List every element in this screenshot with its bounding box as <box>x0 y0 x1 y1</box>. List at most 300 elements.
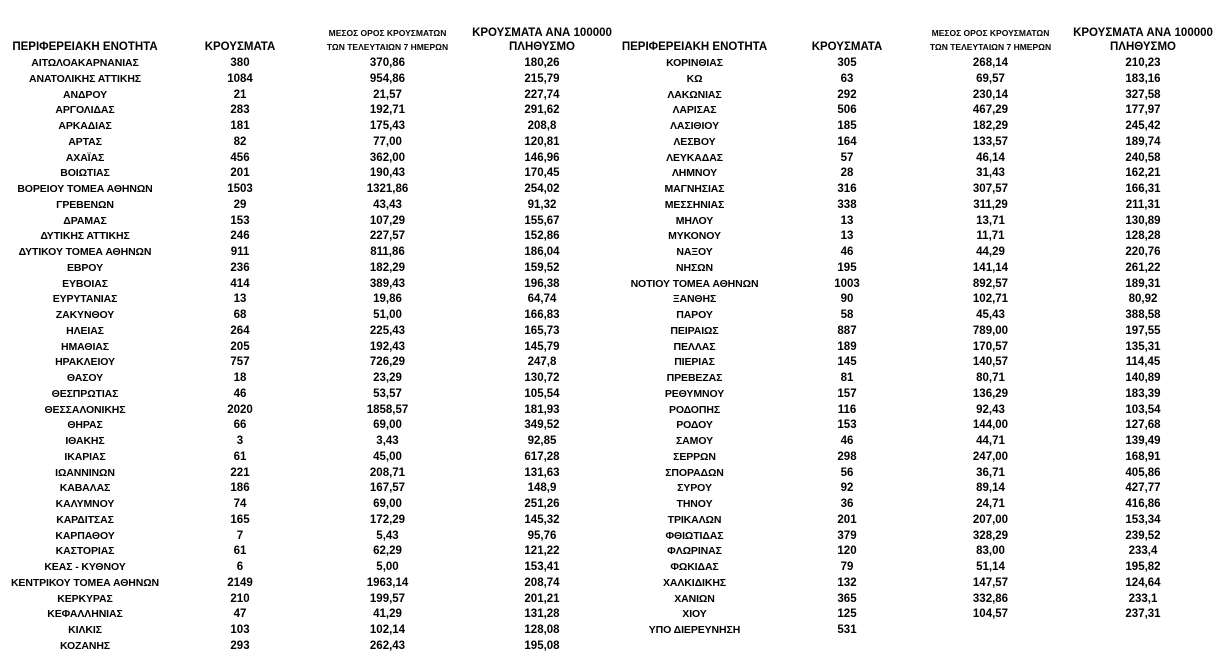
cases-cell: 116 <box>837 403 857 416</box>
per-100k-cell: 405,86 <box>1125 466 1161 479</box>
table-row <box>0 576 610 592</box>
cases-cell: 2020 <box>227 403 253 416</box>
region-name-cell: ΛΑΚΩΝΙΑΣ <box>667 88 722 101</box>
region-name-cell: ΑΡΚΑΔΙΑΣ <box>58 120 112 132</box>
table-row <box>0 371 610 387</box>
region-name-cell: ΛΕΣΒΟΥ <box>673 135 716 148</box>
avg-7day-cell: 69,00 <box>373 419 402 432</box>
per-100k-cell: 153,34 <box>1125 513 1161 526</box>
cases-cell: 221 <box>230 466 250 479</box>
region-name-cell: ΚΟΖΑΝΗΣ <box>59 639 111 652</box>
region-name-cell: ΚΑΒΑΛΑΣ <box>59 482 111 495</box>
per-100k-cell: 220,76 <box>1125 246 1161 258</box>
per-100k-cell: 120,81 <box>524 135 560 148</box>
table-row <box>0 229 610 245</box>
cases-cell: 236 <box>230 261 250 274</box>
region-name-cell: ΗΜΑΘΙΑΣ <box>61 340 109 353</box>
avg-7day-cell: 170,57 <box>972 340 1009 353</box>
per-100k-cell: 195,08 <box>524 639 560 652</box>
avg-7day-cell: 370,86 <box>369 57 406 69</box>
cases-cell: 2149 <box>227 576 253 589</box>
table-row <box>612 576 1222 592</box>
per-100k-cell: 261,22 <box>1125 261 1161 274</box>
region-name-cell: ΚΕΑΣ - ΚΥΘΝΟΥ <box>44 561 126 573</box>
per-100k-cell: 170,45 <box>524 167 560 180</box>
table-row <box>0 56 610 72</box>
avg-7day-cell: 182,29 <box>972 120 1009 132</box>
per-100k-cell: 131,63 <box>524 466 560 479</box>
region-name-cell: ΠΑΡΟΥ <box>676 309 713 321</box>
per-100k-cell: 91,32 <box>527 198 557 211</box>
cases-cell: 181 <box>230 120 250 132</box>
avg-7day-cell: 332,86 <box>972 592 1009 605</box>
avg-7day-cell: 92,43 <box>976 403 1005 416</box>
header-per-100k-line2: ΠΛΗΘΥΣΜΟ <box>508 41 575 53</box>
region-name-cell: ΙΚΑΡΙΑΣ <box>64 450 106 463</box>
per-100k-cell: 139,49 <box>1125 435 1161 447</box>
per-100k-cell: 211,31 <box>1125 198 1161 211</box>
per-100k-cell: 127,68 <box>1125 419 1161 432</box>
cases-cell: 153 <box>837 419 857 432</box>
region-name-cell: ΛΕΥΚΑΔΑΣ <box>666 151 723 164</box>
cases-cell: 157 <box>837 387 857 400</box>
avg-7day-cell: 262,43 <box>369 639 406 652</box>
cases-cell: 189 <box>837 340 857 353</box>
cases-cell: 185 <box>837 120 857 132</box>
table-row <box>612 434 1222 450</box>
cases-cell: 145 <box>837 356 857 369</box>
per-100k-cell: 427,77 <box>1125 482 1161 495</box>
table-row <box>0 387 610 403</box>
region-name-cell: ΑΙΤΩΛΟΑΚΑΡΝΑΝΙΑΣ <box>31 57 139 69</box>
avg-7day-cell: 41,29 <box>373 608 402 621</box>
avg-7day-cell: 53,57 <box>373 387 402 400</box>
cases-cell: 46 <box>233 387 247 400</box>
avg-7day-cell: 44,71 <box>976 435 1005 447</box>
avg-7day-cell: 5,43 <box>376 529 399 542</box>
table-row <box>612 103 1222 119</box>
avg-7day-cell: 3,43 <box>376 435 399 447</box>
table-row <box>0 119 610 135</box>
avg-7day-cell: 144,00 <box>972 419 1009 432</box>
avg-7day-cell: 954,86 <box>369 72 406 85</box>
region-name-cell: ΝΑΞΟΥ <box>676 246 713 258</box>
cases-cell: 21 <box>233 88 247 101</box>
header-per-100k-line1: ΚΡΟΥΣΜΑΤΑ ΑΝΑ 100000 <box>472 27 612 39</box>
per-100k-cell: 168,91 <box>1125 450 1161 463</box>
header-per-100k <box>462 26 622 54</box>
cases-cell: 153 <box>230 214 250 227</box>
avg-7day-cell: 23,29 <box>373 372 402 384</box>
header-per-100k <box>1064 26 1222 54</box>
table-row <box>612 592 1222 608</box>
per-100k-cell: 233,1 <box>1128 592 1158 605</box>
cases-cell: 18 <box>233 372 247 384</box>
per-100k-cell: 114,45 <box>1125 356 1161 369</box>
table-row <box>0 607 610 623</box>
per-100k-cell: 239,52 <box>1125 529 1161 542</box>
table-row <box>612 135 1222 151</box>
cases-cell: 3 <box>236 435 244 447</box>
region-name-cell: ΣΠΟΡΑΔΩΝ <box>665 466 724 479</box>
region-name-cell: ΚΑΛΥΜΝΟΥ <box>55 498 115 510</box>
per-100k-cell: 64,74 <box>527 293 557 306</box>
table-row <box>612 166 1222 182</box>
table-row <box>0 434 610 450</box>
cases-cell: 365 <box>837 592 857 605</box>
avg-7day-cell: 80,71 <box>976 372 1005 384</box>
region-name-cell: ΠΕΙΡΑΙΩΣ <box>670 324 719 337</box>
per-100k-cell: 189,74 <box>1125 135 1161 148</box>
per-100k-cell: 195,82 <box>1125 561 1161 573</box>
per-100k-cell: 128,28 <box>1125 230 1161 243</box>
cases-cell: 292 <box>837 88 857 101</box>
table-row <box>612 513 1222 529</box>
avg-7day-cell: 199,57 <box>369 592 406 605</box>
region-name-cell: ΞΑΝΘΗΣ <box>672 293 717 306</box>
avg-7day-cell: 21,57 <box>373 88 402 101</box>
avg-7day-cell: 62,29 <box>373 545 402 558</box>
cases-cell: 120 <box>837 545 857 558</box>
header-region: ΠΕΡΙΦΕΡΕΙΑΚΗ ΕΝΟΤΗΤΑ <box>621 41 768 53</box>
cases-cell: 58 <box>840 309 854 321</box>
avg-7day-cell: 11,71 <box>976 230 1005 243</box>
per-100k-cell: 189,31 <box>1125 277 1161 290</box>
table-row <box>612 371 1222 387</box>
region-name-cell: ΠΕΛΛΑΣ <box>673 340 716 353</box>
table-row <box>0 135 610 151</box>
avg-7day-cell: 247,00 <box>972 450 1009 463</box>
cases-cell: 13 <box>840 230 854 243</box>
table-row <box>612 261 1222 277</box>
table-row <box>612 418 1222 434</box>
region-name-cell: ΚΕΝΤΡΙΚΟΥ ΤΟΜΕΑ ΑΘΗΝΩΝ <box>10 576 160 589</box>
region-name-cell: ΙΩΑΝΝΙΝΩΝ <box>55 466 115 479</box>
table-row <box>0 198 610 214</box>
avg-7day-cell: 182,29 <box>369 261 406 274</box>
avg-7day-cell: 19,86 <box>373 293 402 306</box>
region-name-cell: ΔΥΤΙΚΗΣ ΑΤΤΙΚΗΣ <box>40 230 130 243</box>
per-100k-cell: 349,52 <box>524 419 560 432</box>
header-cases: ΚΡΟΥΣΜΑΤΑ <box>204 41 276 53</box>
avg-7day-cell: 192,43 <box>369 340 406 353</box>
cases-cell: 1003 <box>834 277 860 290</box>
cases-cell: 186 <box>230 482 250 495</box>
per-100k-cell: 388,58 <box>1125 309 1161 321</box>
avg-7day-cell: 69,57 <box>976 72 1005 85</box>
avg-7day-cell: 311,29 <box>973 198 1008 211</box>
region-name-cell: ΑΧΑΪΑΣ <box>65 151 105 164</box>
cases-cell: 456 <box>230 151 250 164</box>
avg-7day-cell: 268,14 <box>972 57 1009 69</box>
region-name-cell: ΘΕΣΣΑΛΟΝΙΚΗΣ <box>44 403 126 416</box>
avg-7day-cell: 1858,57 <box>366 403 409 416</box>
header-7day-average <box>908 26 1073 54</box>
per-100k-cell: 80,92 <box>1128 293 1158 306</box>
cases-cell: 56 <box>840 466 854 479</box>
region-name-cell: ΡΟΔΟΠΗΣ <box>668 403 721 416</box>
region-name-cell: ΔΡΑΜΑΣ <box>63 214 107 227</box>
per-100k-cell: 155,67 <box>524 214 560 227</box>
table-row <box>612 151 1222 167</box>
per-100k-cell: 135,31 <box>1125 340 1161 353</box>
region-name-cell: ΤΗΝΟΥ <box>676 498 713 510</box>
region-name-cell: ΠΙΕΡΙΑΣ <box>674 356 715 369</box>
cases-cell: 81 <box>840 372 854 384</box>
per-100k-cell: 183,39 <box>1125 387 1161 400</box>
avg-7day-cell: 389,43 <box>369 277 406 290</box>
per-100k-cell: 215,79 <box>524 72 560 85</box>
table-row <box>612 245 1222 261</box>
avg-7day-cell: 208,71 <box>369 466 406 479</box>
per-100k-cell: 237,31 <box>1125 608 1161 621</box>
cases-cell: 283 <box>230 104 250 117</box>
table-row <box>0 166 610 182</box>
region-name-cell: ΡΟΔΟΥ <box>676 419 713 432</box>
table-row <box>612 497 1222 513</box>
table-row <box>0 277 610 293</box>
cases-cell: 47 <box>233 608 247 621</box>
per-100k-cell: 327,58 <box>1125 88 1161 101</box>
per-100k-cell: 162,21 <box>1125 167 1161 180</box>
per-100k-cell: 183,16 <box>1125 72 1161 85</box>
avg-7day-cell: 102,71 <box>972 293 1009 306</box>
avg-7day-cell: 227,57 <box>369 230 406 243</box>
table-row <box>0 308 610 324</box>
region-name-cell: ΙΘΑΚΗΣ <box>65 435 105 447</box>
table-row <box>612 529 1222 545</box>
cases-cell: 298 <box>837 450 857 463</box>
avg-7day-cell: 51,14 <box>976 561 1005 573</box>
header-region: ΠΕΡΙΦΕΡΕΙΑΚΗ ΕΝΟΤΗΤΑ <box>12 41 158 53</box>
per-100k-cell: 103,54 <box>1125 403 1161 416</box>
region-name-cell: ΓΡΕΒΕΝΩΝ <box>56 198 114 211</box>
cases-cell: 46 <box>840 246 854 258</box>
cases-cell: 1084 <box>227 72 253 85</box>
cases-cell: 61 <box>233 545 247 558</box>
region-name-cell: ΕΒΡΟΥ <box>67 261 103 274</box>
region-name-cell: ΑΝΔΡΟΥ <box>63 88 107 101</box>
region-name-cell: ΗΛΕΙΑΣ <box>66 324 104 337</box>
header-per-100k-line1: ΚΡΟΥΣΜΑΤΑ ΑΝΑ 100000 <box>1073 27 1213 39</box>
cases-cell: 103 <box>230 624 250 636</box>
table-row <box>612 466 1222 482</box>
region-name-cell: ΧΙΟΥ <box>682 608 707 621</box>
cases-cell: 36 <box>840 498 854 510</box>
avg-7day-cell: 147,57 <box>972 576 1009 589</box>
avg-7day-cell: 43,43 <box>373 198 402 211</box>
avg-7day-cell: 1963,14 <box>366 576 409 589</box>
table-row <box>0 529 610 545</box>
per-100k-cell: 130,72 <box>524 372 560 384</box>
region-name-cell: ΛΑΣΙΘΙΟΥ <box>670 120 719 132</box>
avg-7day-cell: 44,29 <box>976 246 1005 258</box>
table-row <box>0 214 610 230</box>
table-row <box>0 261 610 277</box>
region-name-cell: ΖΑΚΥΝΘΟΥ <box>55 309 115 321</box>
cases-cell: 132 <box>837 576 857 589</box>
region-name-cell: ΦΘΙΩΤΙΔΑΣ <box>665 529 724 542</box>
table-row <box>0 497 610 513</box>
cases-cell: 92 <box>840 482 854 495</box>
avg-7day-cell: 83,00 <box>976 545 1005 558</box>
per-100k-cell: 95,76 <box>527 529 557 542</box>
avg-7day-cell: 69,00 <box>373 498 402 510</box>
table-row <box>612 340 1222 356</box>
table-row <box>612 450 1222 466</box>
table-row <box>0 245 610 261</box>
avg-7day-cell: 1321,86 <box>366 183 409 195</box>
avg-7day-cell: 175,43 <box>369 120 406 132</box>
region-name-cell: ΔΥΤΙΚΟΥ ΤΟΜΕΑ ΑΘΗΝΩΝ <box>18 246 152 258</box>
per-100k-cell: 128,08 <box>524 624 560 636</box>
avg-7day-cell: 45,43 <box>976 309 1005 321</box>
region-name-cell: ΚΑΡΔΙΤΣΑΣ <box>56 513 114 526</box>
per-100k-cell: 177,97 <box>1125 104 1161 117</box>
table-row <box>612 623 1222 639</box>
cases-cell: 74 <box>233 498 247 510</box>
left-table-body <box>0 56 610 655</box>
cases-cell: 7 <box>236 529 244 542</box>
region-name-cell: ΘΗΡΑΣ <box>67 419 103 432</box>
region-name-cell: ΛΑΡΙΣΑΣ <box>672 104 717 117</box>
per-100k-cell: 124,64 <box>1125 576 1161 589</box>
avg-7day-cell: 190,43 <box>369 167 406 180</box>
table-row <box>0 355 610 371</box>
per-100k-cell: 245,42 <box>1125 120 1161 132</box>
table-row <box>612 56 1222 72</box>
avg-7day-cell: 136,29 <box>972 387 1009 400</box>
region-name-cell: ΑΡΤΑΣ <box>68 135 102 148</box>
region-name-cell: ΥΠΟ ΔΙΕΡΕΥΝΗΣΗ <box>648 624 741 636</box>
table-row <box>0 151 610 167</box>
region-name-cell: ΝΗΣΩΝ <box>676 261 713 274</box>
cases-cell: 29 <box>233 198 247 211</box>
cases-cell: 164 <box>837 135 857 148</box>
region-name-cell: ΦΛΩΡΙΝΑΣ <box>667 545 722 558</box>
region-name-cell: ΚΟΡΙΝΘΙΑΣ <box>666 57 723 69</box>
per-100k-cell: 148,9 <box>527 482 557 495</box>
region-name-cell: ΚΙΛΚΙΣ <box>68 624 102 636</box>
avg-7day-cell: 811,86 <box>370 246 405 258</box>
cases-cell: 13 <box>840 214 854 227</box>
table-row <box>0 340 610 356</box>
avg-7day-cell: 77,00 <box>373 135 402 148</box>
region-name-cell: ΑΡΓΟΛΙΔΑΣ <box>55 104 115 117</box>
right-table-body <box>612 56 1222 639</box>
avg-7day-cell: 46,14 <box>976 151 1005 164</box>
avg-7day-cell: 726,29 <box>369 356 406 369</box>
per-100k-cell: 180,26 <box>524 57 560 69</box>
region-name-cell: ΕΥΡΥΤΑΝΙΑΣ <box>52 293 118 306</box>
cases-cell: 57 <box>840 151 854 164</box>
avg-7day-cell: 140,57 <box>972 356 1009 369</box>
cases-cell: 264 <box>230 324 250 337</box>
per-100k-cell: 121,22 <box>524 545 560 558</box>
table-row <box>0 639 610 655</box>
region-name-cell: ΛΗΜΝΟΥ <box>671 167 718 180</box>
region-name-cell: ΚΑΡΠΑΘΟΥ <box>55 529 115 542</box>
cases-cell: 68 <box>233 309 247 321</box>
table-row <box>612 198 1222 214</box>
region-name-cell: ΝΟΤΙΟΥ ΤΟΜΕΑ ΑΘΗΝΩΝ <box>630 277 759 290</box>
cases-cell: 66 <box>233 419 247 432</box>
region-name-cell: ΒΟΙΩΤΙΑΣ <box>60 167 110 180</box>
region-name-cell: ΣΑΜΟΥ <box>675 435 713 447</box>
region-name-cell: ΜΗΛΟΥ <box>675 214 714 227</box>
header-per-100k-line2: ΠΛΗΘΥΣΜΟ <box>1109 41 1176 53</box>
avg-7day-cell: 51,00 <box>373 309 402 321</box>
avg-7day-cell: 207,00 <box>972 513 1009 526</box>
header-7day-average-line2: ΤΩΝ ΤΕΛΕΥΤΑΙΩΝ 7 ΗΜΕΡΩΝ <box>326 42 449 52</box>
per-100k-cell: 240,58 <box>1125 151 1161 164</box>
avg-7day-cell: 24,71 <box>976 498 1005 510</box>
table-row <box>612 277 1222 293</box>
table-row <box>0 560 610 576</box>
table-row <box>0 324 610 340</box>
region-name-cell: ΒΟΡΕΙΟΥ ΤΟΜΕΑ ΑΘΗΝΩΝ <box>17 183 153 195</box>
table-row <box>0 418 610 434</box>
avg-7day-cell: 5,00 <box>376 561 399 573</box>
region-name-cell: ΣΕΡΡΩΝ <box>673 450 716 463</box>
region-name-cell: ΜΑΓΝΗΣΙΑΣ <box>664 183 725 195</box>
cases-cell: 316 <box>837 183 857 195</box>
table-row <box>612 182 1222 198</box>
cases-cell: 757 <box>230 356 250 369</box>
table-row <box>0 103 610 119</box>
avg-7day-cell: 789,00 <box>972 324 1009 337</box>
cases-cell: 1503 <box>227 183 253 195</box>
header-7day-average-line1: ΜΕΣΟΣ ΟΡΟΣ ΚΡΟΥΣΜΑΤΩΝ <box>931 28 1050 38</box>
region-name-cell: ΦΩΚΙΔΑΣ <box>670 561 719 573</box>
avg-7day-cell: 230,14 <box>972 88 1009 101</box>
per-100k-cell: 416,86 <box>1125 498 1161 510</box>
avg-7day-cell: 102,14 <box>369 624 406 636</box>
table-row <box>0 182 610 198</box>
per-100k-cell: 254,02 <box>524 183 560 195</box>
table-row <box>612 544 1222 560</box>
per-100k-cell: 196,38 <box>524 277 560 290</box>
per-100k-cell: 227,74 <box>524 88 560 101</box>
cases-cell: 46 <box>840 435 854 447</box>
avg-7day-cell: 467,29 <box>972 104 1009 117</box>
per-100k-cell: 186,04 <box>524 246 560 258</box>
cases-cell: 79 <box>840 561 854 573</box>
avg-7day-cell: 307,57 <box>972 183 1009 195</box>
per-100k-cell: 208,8 <box>527 120 557 132</box>
region-name-cell: ΜΥΚΟΝΟΥ <box>668 230 721 243</box>
table-row <box>0 450 610 466</box>
cases-cell: 13 <box>233 293 247 306</box>
per-100k-cell: 233,4 <box>1128 545 1158 558</box>
per-100k-cell: 181,93 <box>524 403 560 416</box>
avg-7day-cell: 104,57 <box>972 608 1009 621</box>
cases-cell: 205 <box>230 340 250 353</box>
per-100k-cell: 159,52 <box>524 261 560 274</box>
table-row <box>0 623 610 639</box>
table-row <box>612 324 1222 340</box>
cases-cell: 531 <box>837 624 857 636</box>
right-table <box>612 0 1222 639</box>
table-row <box>612 403 1222 419</box>
region-name-cell: ΚΕΦΑΛΛΗΝΙΑΣ <box>47 608 123 621</box>
avg-7day-cell: 225,43 <box>369 324 406 337</box>
cases-cell: 63 <box>840 72 854 85</box>
table-row <box>612 229 1222 245</box>
cases-cell: 338 <box>837 198 857 211</box>
header-7day-average <box>305 26 470 54</box>
region-name-cell: ΚΕΡΚΥΡΑΣ <box>57 592 113 605</box>
